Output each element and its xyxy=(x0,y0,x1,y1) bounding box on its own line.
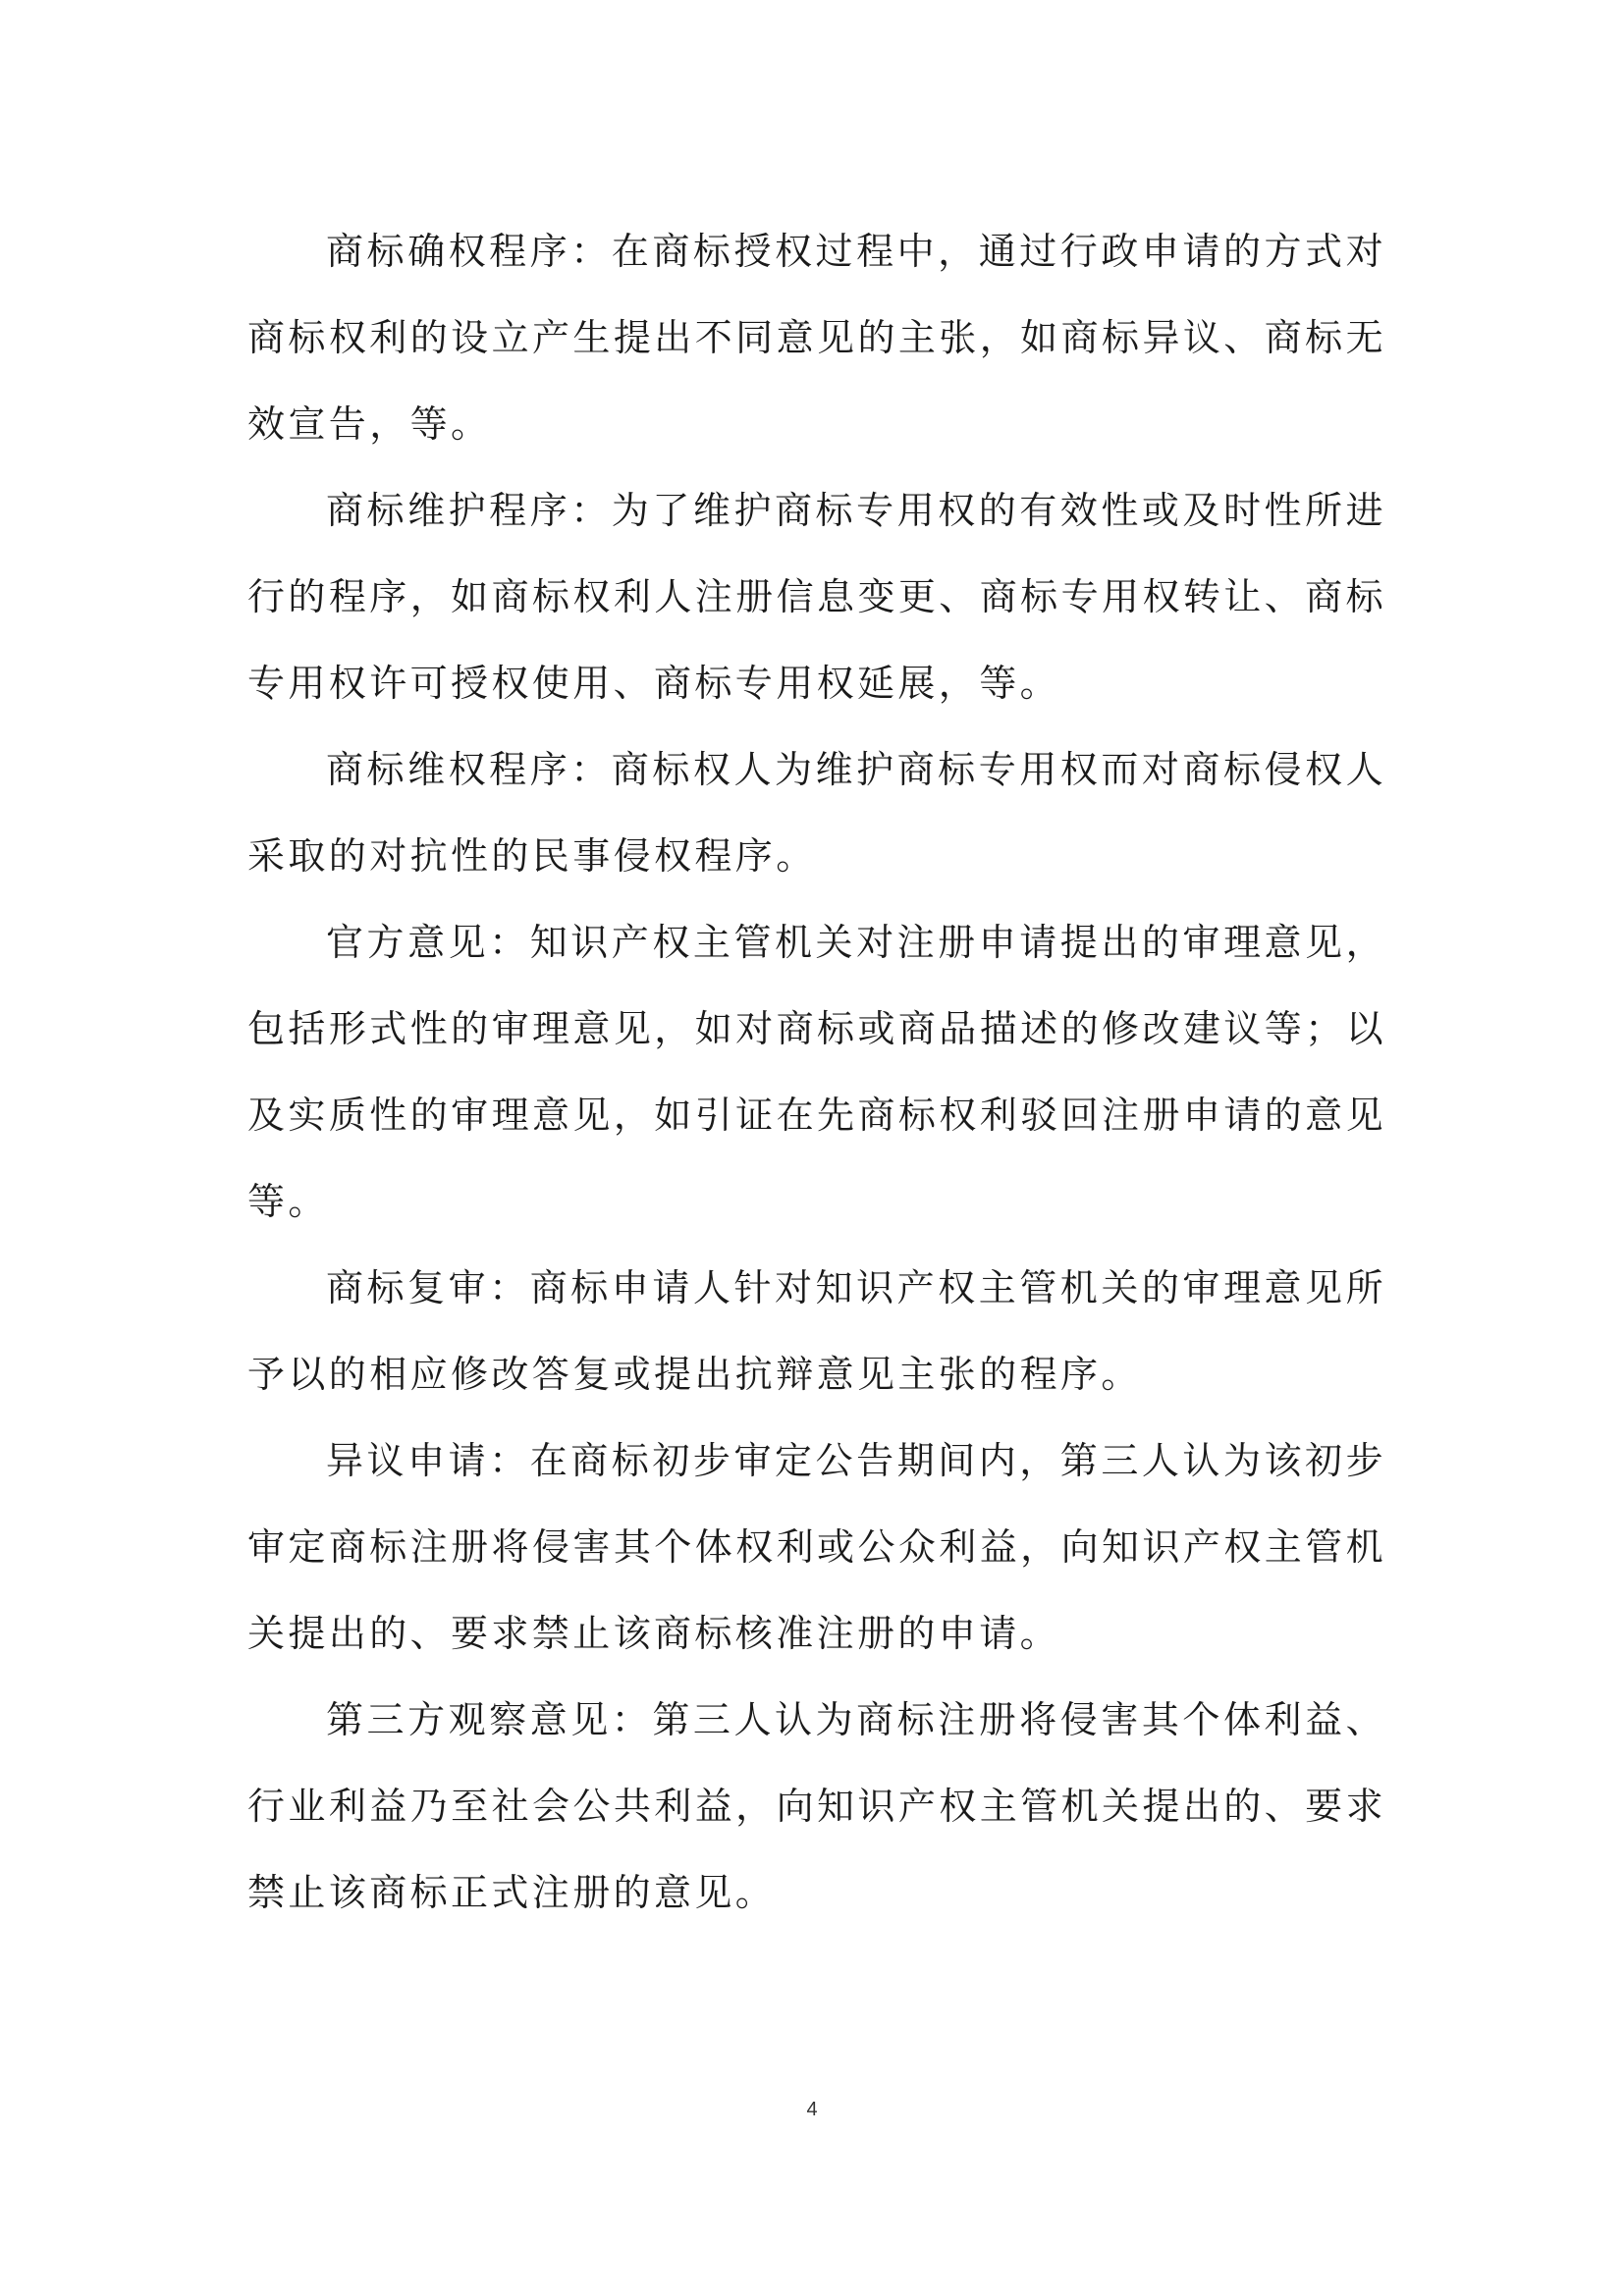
paragraph-trademark-maintenance: 商标维护程序：为了维护商标专用权的有效性或及时性所进行的程序，如商标权利人注册信息变更、商标专用权转让、商标专用权许可授权使用、商标专用权延展，等。 xyxy=(247,489,1386,705)
paragraph-trademark-review: 商标复审：商标申请人针对知识产权主管机关的审理意见所予以的相应修改答复或提出抗辩意见主张的程序。 xyxy=(247,1266,1386,1396)
paragraph-official-opinion: 官方意见：知识产权主管机关对注册申请提出的审理意见，包括形式性的审理意见，如对商标或商品描述的修改建议等；以及实质性的审理意见，如引证在先商标权利驳回注册申请的意见等。 xyxy=(247,921,1386,1223)
paragraph-trademark-enforcement: 商标维权程序：商标权人为维护商标专用权而对商标侵权人采取的对抗性的民事侵权程序。 xyxy=(247,748,1386,878)
paragraph-trademark-confirmation: 商标确权程序：在商标授权过程中，通过行政申请的方式对商标权利的设立产生提出不同意见的主张，如商标异议、商标无效宣告，等。 xyxy=(247,230,1386,446)
paragraph-third-party-observation: 第三方观察意见：第三人认为商标注册将侵害其个体利益、行业利益乃至社会公共利益，向知识产权主管机关提出的、要求禁止该商标正式注册的意见。 xyxy=(247,1698,1386,1914)
document-body xyxy=(247,208,1386,1936)
page-number: 4 xyxy=(806,2099,818,2120)
paragraph-opposition-application: 异议申请：在商标初步审定公告期间内，第三人认为该初步审定商标注册将侵害其个体权利或公众利益，向知识产权主管机关提出的、要求禁止该商标核准注册的申请。 xyxy=(247,1439,1386,1655)
